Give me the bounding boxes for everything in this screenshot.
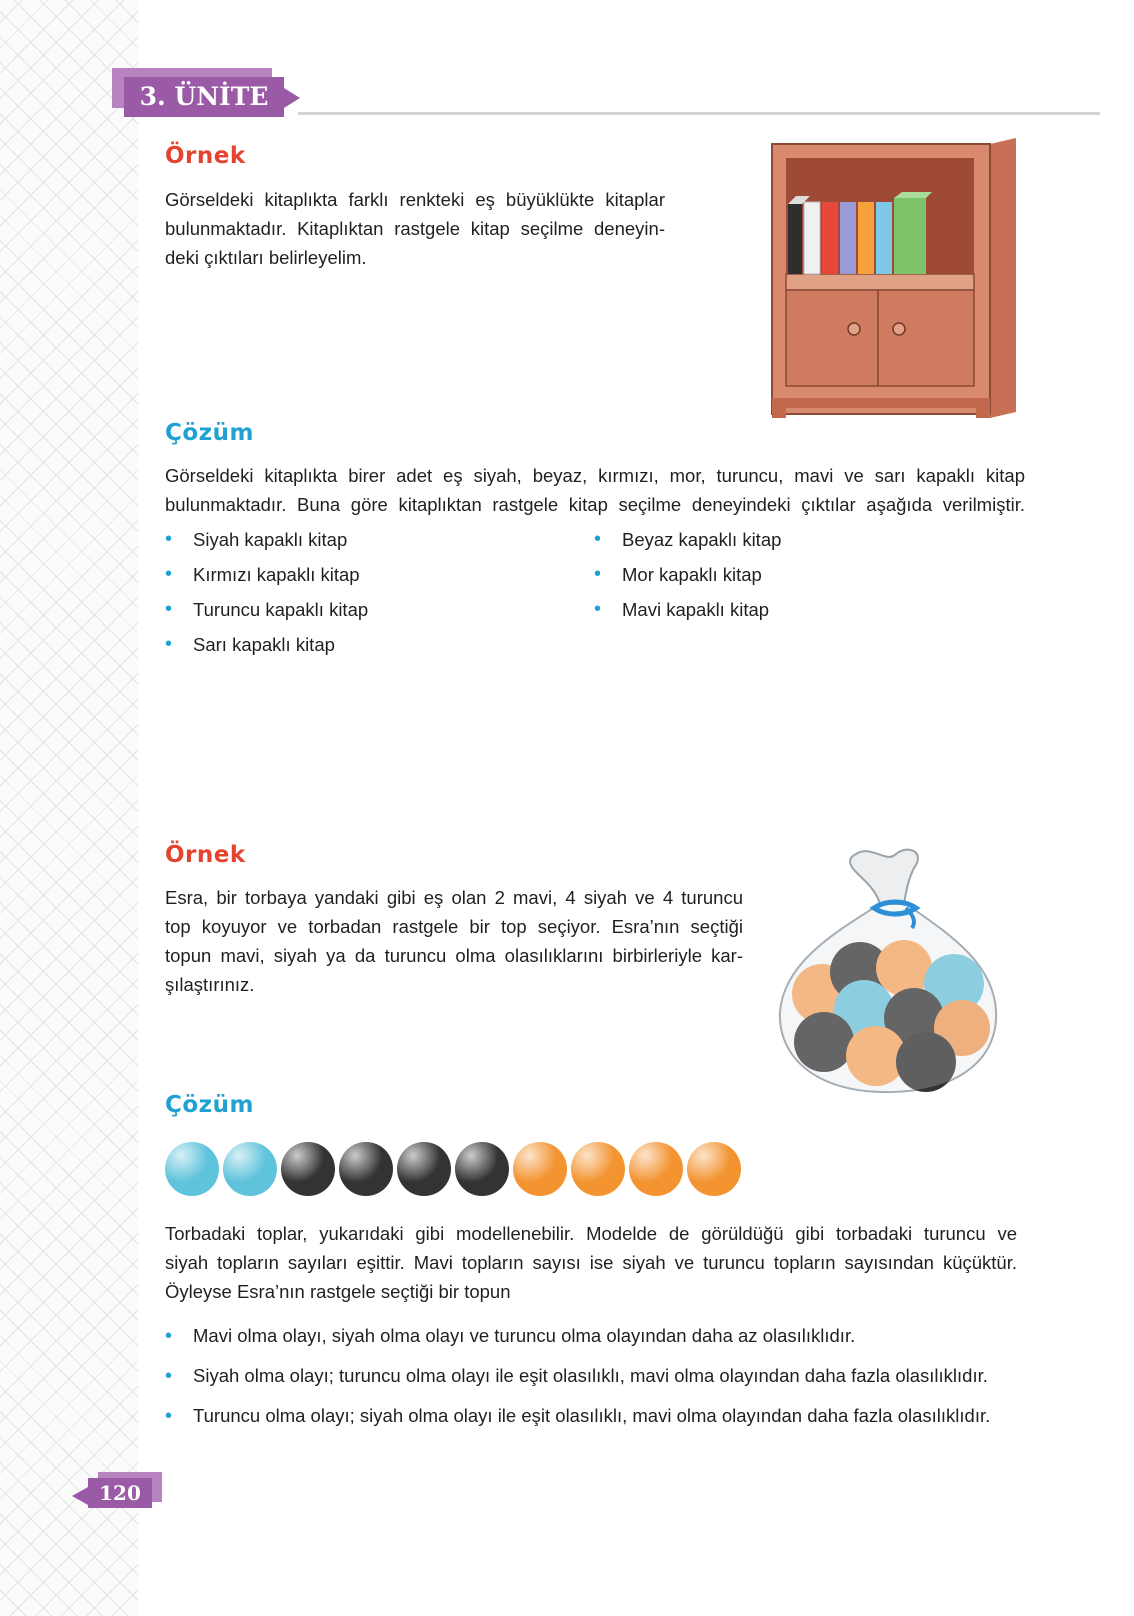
example-2-line: şılaştırınız. [165, 974, 255, 995]
example-1-line: deki çıktıları belirleyelim. [165, 247, 367, 268]
model-ball-black [281, 1142, 335, 1196]
bookshelf-foot [772, 406, 786, 418]
book-black [788, 204, 802, 274]
model-ball-shine [223, 1142, 277, 1196]
model-ball-shine [397, 1142, 451, 1196]
bookshelf-shelf [786, 274, 974, 290]
door-knob-right [893, 323, 905, 335]
unit-banner-tip [284, 88, 300, 108]
model-ball-shine [513, 1142, 567, 1196]
list-item: • Turuncu olma olayı; siyah olma olayı ile eşit olasılıklı, mavi olma olayından daha fazla olasılıklıdır. [165, 1396, 1035, 1436]
book-green [894, 198, 926, 274]
bag-knot-top [850, 850, 918, 904]
list-item: • Siyah olma olayı; turuncu olma olayı ile eşit olasılıklı, mavi olma olayından daha fazla olasılıklıdır. [165, 1356, 1035, 1396]
model-ball-orange [687, 1142, 741, 1196]
bookshelf-foot [976, 406, 990, 418]
model-ball-shine [281, 1142, 335, 1196]
side-lattice-pattern [0, 0, 138, 1616]
list-item: • Siyah kapaklı kitap [165, 522, 565, 557]
example-1-heading: Örnek [165, 143, 246, 169]
solution-1-line: Görseldeki kitaplıkta birer adet eş siyah, beyaz, kırmızı, mor, turuncu, mavi ve sarı kapaklı kitap [165, 465, 1025, 486]
solution-1-line: bulunmaktadır. Buna göre kitaplıktan rastgele kitap seçilme deneyindeki çıktılar aşağıda verilmiştir. [165, 494, 1025, 515]
bookshelf-illustration [766, 136, 1022, 420]
solution-2-line: Torbadaki toplar, yukarıdaki gibi modellenebilir. Modelde de görüldüğü gibi torbadaki turuncu ve [165, 1223, 1017, 1244]
example-1-line: Görseldeki kitaplıkta farklı renkteki eş büyüklükte kitaplar [165, 189, 665, 210]
bookshelf-base [772, 398, 990, 408]
cabinet-door-right [878, 290, 974, 386]
cabinet-door-left [786, 290, 878, 386]
solution-1-text [165, 461, 1025, 519]
list-item: • Mavi kapaklı kitap [594, 592, 994, 627]
model-ball-shine [571, 1142, 625, 1196]
model-ball-orange [513, 1142, 567, 1196]
example-1-text [165, 185, 665, 272]
page-number-badge [72, 1474, 168, 1510]
solution-2-line: siyah topların sayıları eşittir. Mavi topların sayısı ise siyah ve turuncu topların sayısından küçüktür. [165, 1252, 1017, 1273]
model-ball-shine [687, 1142, 741, 1196]
example-2-line: topun mavi, siyah ya da turuncu olma olasılıklarını birbirleriyle kar- [165, 945, 743, 966]
book-white [804, 202, 820, 274]
book-orange [858, 202, 874, 274]
book-blue [876, 202, 892, 274]
example-1-line: bulunmaktadır. Kitaplıktan rastgele kitap seçilme deneyin- [165, 218, 665, 239]
example-2-text [165, 883, 743, 999]
door-knob-left [848, 323, 860, 335]
book-red [822, 202, 838, 274]
model-ball-shine [165, 1142, 219, 1196]
model-ball-orange [571, 1142, 625, 1196]
model-ball-shine [339, 1142, 393, 1196]
solution-2-line: Öyleyse Esra’nın rastgele seçtiği bir topun [165, 1281, 511, 1302]
solution-2-heading: Çözüm [165, 1092, 254, 1118]
book-purple [840, 202, 856, 274]
list-item: • Turuncu kapaklı kitap [165, 592, 565, 627]
outcomes-list-left [165, 522, 565, 662]
ball-bag-illustration [776, 842, 1002, 1098]
outcomes-list-right [594, 522, 994, 627]
model-ball-black [397, 1142, 451, 1196]
list-item: • Mor kapaklı kitap [594, 557, 994, 592]
books [788, 192, 932, 274]
list-item: • Mavi olma olayı, siyah olma olayı ve turuncu olma olayından daha az olasılıklıdır. [165, 1316, 1035, 1356]
page-number: 120 [88, 1478, 152, 1508]
example-2-line: Esra, bir torbaya yandaki gibi eş olan 2 mavi, 4 siyah ve 4 turuncu [165, 887, 743, 908]
page-number-tip [72, 1487, 88, 1505]
model-ball-orange [629, 1142, 683, 1196]
bag-film [780, 904, 996, 1092]
model-ball-blue [165, 1142, 219, 1196]
model-ball-black [339, 1142, 393, 1196]
model-ball-black [455, 1142, 509, 1196]
list-item: • Beyaz kapaklı kitap [594, 522, 994, 557]
unit-label: 3. ÜNİTE [124, 77, 284, 117]
example-2-heading: Örnek [165, 842, 246, 868]
solution-1-heading: Çözüm [165, 420, 254, 446]
model-ball-shine [629, 1142, 683, 1196]
model-ball-shine [455, 1142, 509, 1196]
probability-list [165, 1316, 1035, 1436]
solution-2-text [165, 1219, 1017, 1306]
unit-banner [102, 68, 312, 120]
ball-model-row [163, 1138, 747, 1202]
header-rule [298, 112, 1100, 115]
example-2-line: top koyuyor ve torbadan rastgele bir top seçiyor. Esra’nın seçtiği [165, 916, 743, 937]
list-item: • Kırmızı kapaklı kitap [165, 557, 565, 592]
list-item: • Sarı kapaklı kitap [165, 627, 565, 662]
model-ball-blue [223, 1142, 277, 1196]
